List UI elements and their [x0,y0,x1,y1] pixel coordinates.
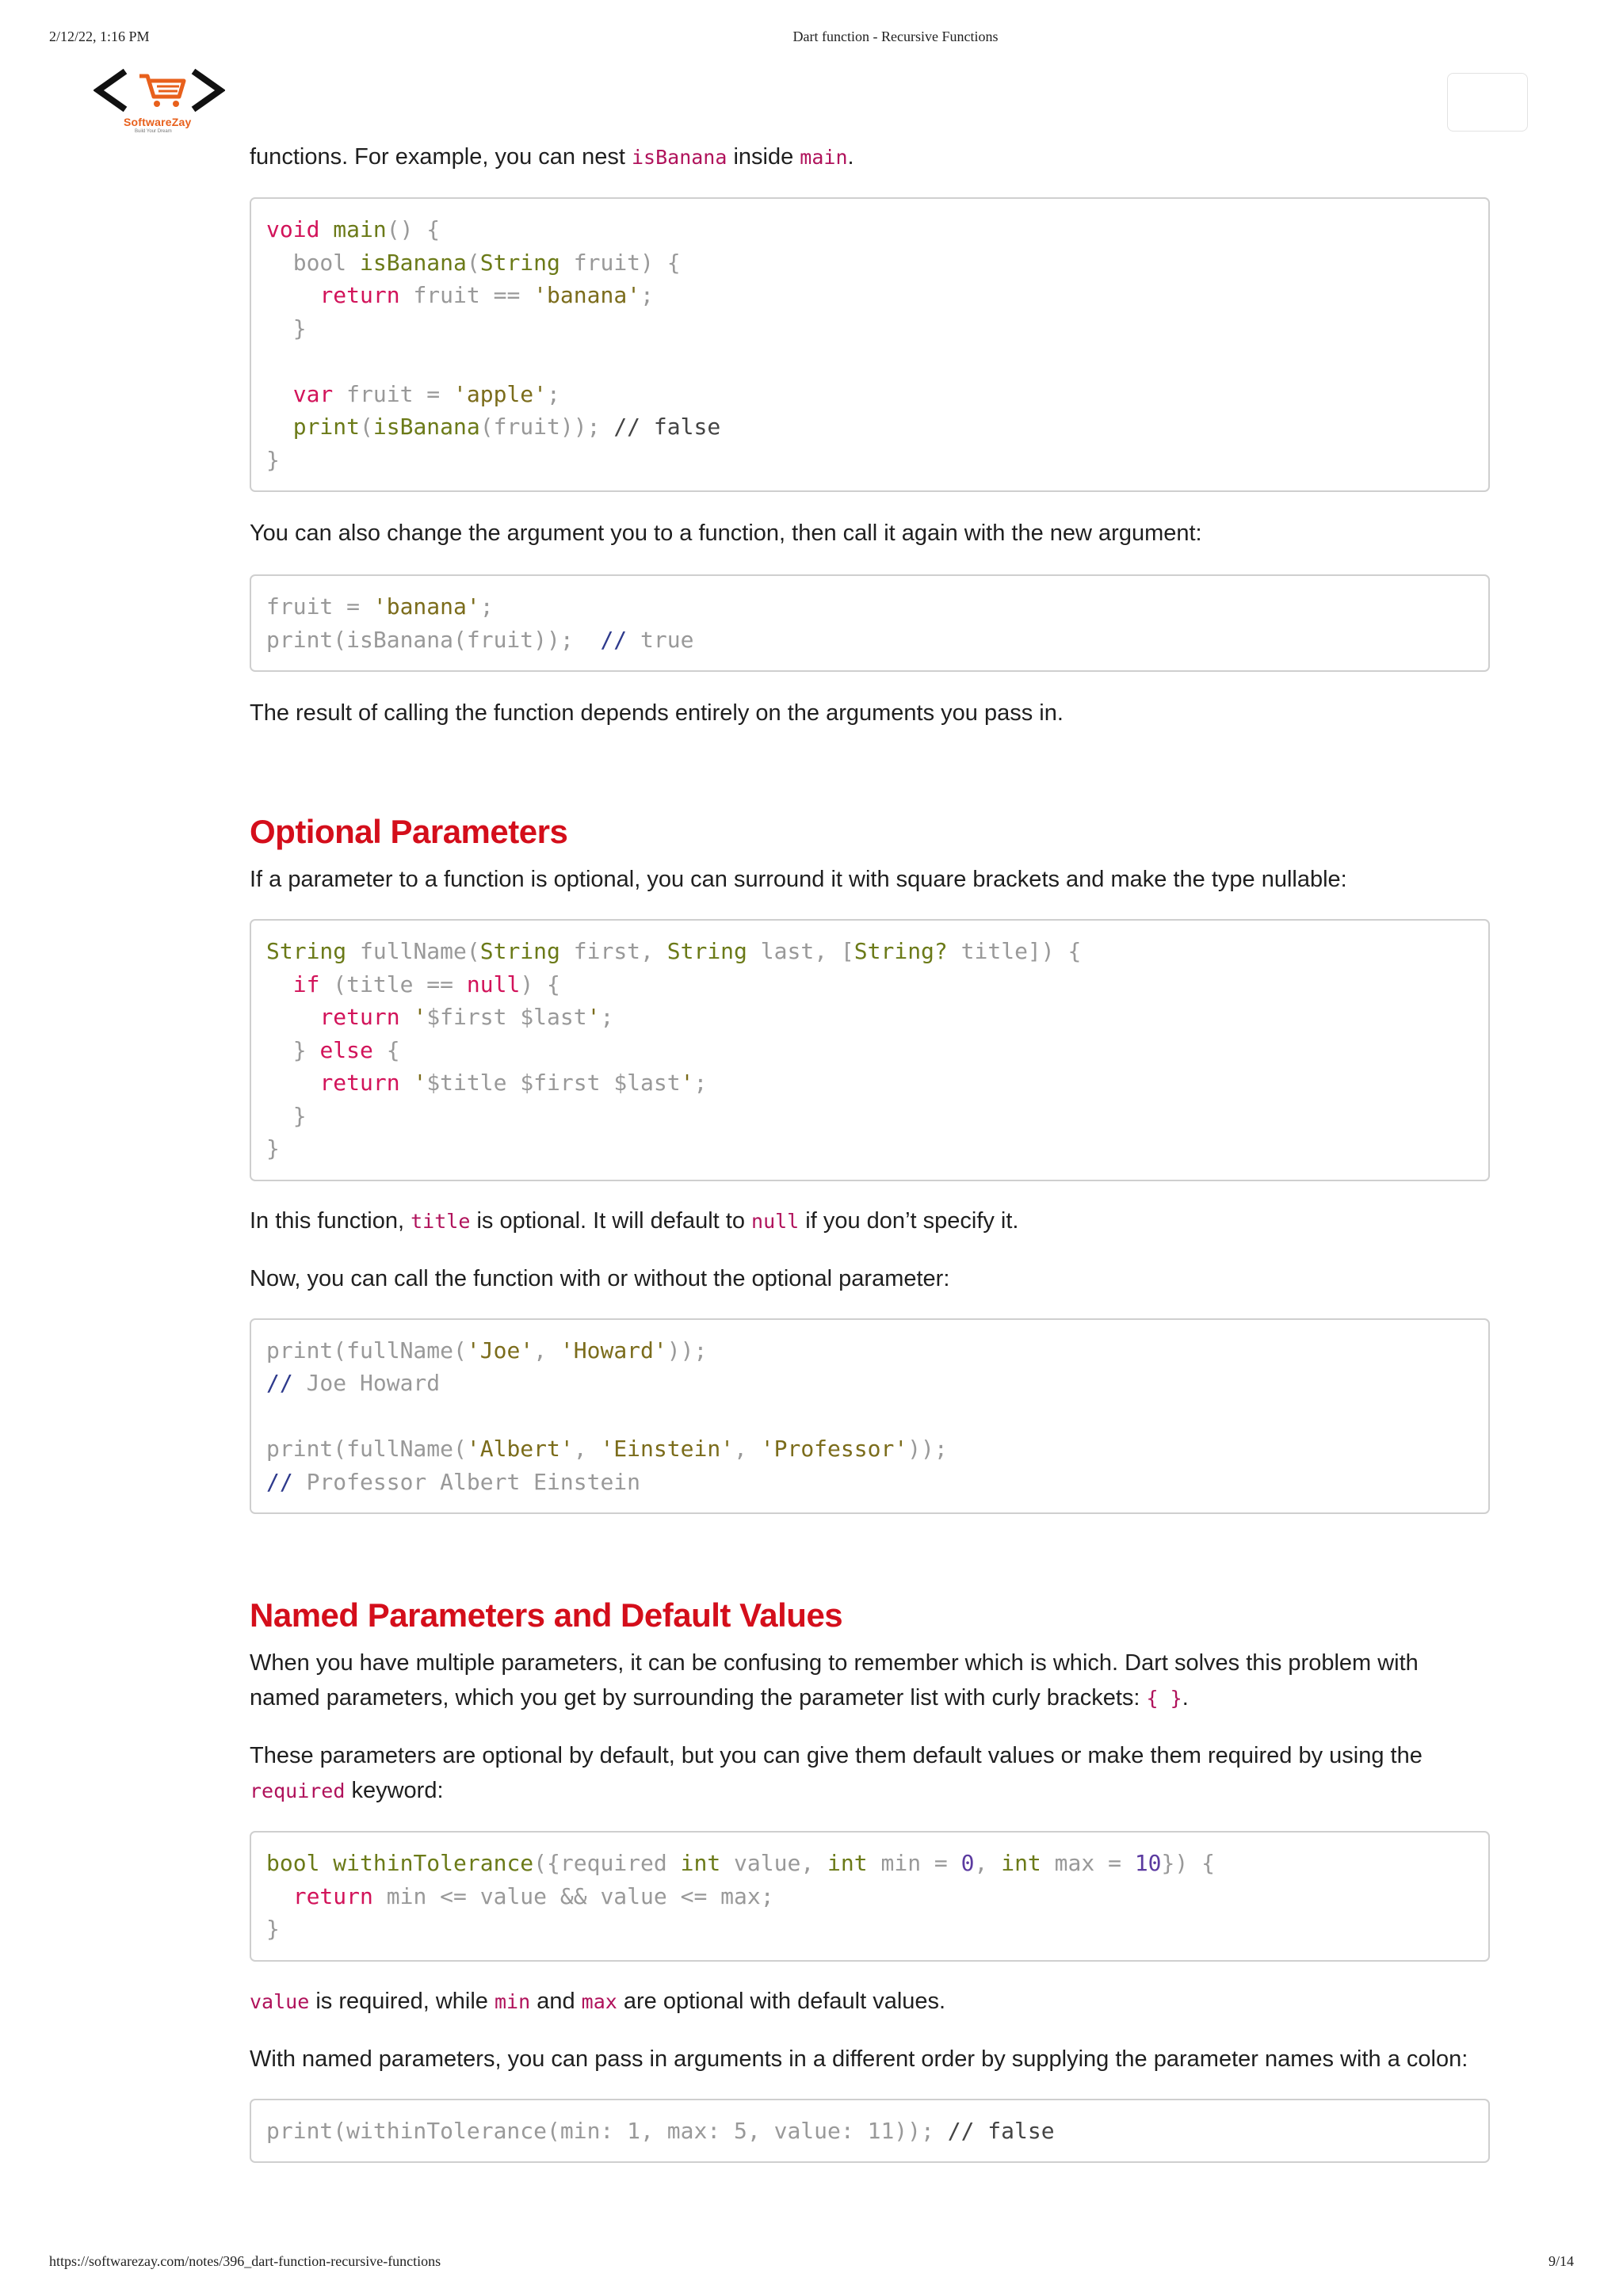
inline-code: value [250,1989,310,2013]
paragraph: Now, you can call the function with or without the optional parameter: [250,1265,950,1291]
paragraph: The result of calling the function depends entirely on the arguments you pass in. [250,700,1064,726]
code-block: bool withinTolerance({required int value, int min = 0, int max = 10}) { return min <= value && value <= max; } [250,1831,1490,1962]
inline-code: null [751,1209,800,1233]
inline-code: required [250,1779,346,1802]
paragraph: When you have multiple parameters, it can be confusing to remember which is which. Dart solves this problem with named parameters, which you get by surrounding the parameter list with curly brackets: { }. [250,1650,1419,1711]
print-date: 2/12/22, 1:16 PM [49,29,150,44]
paragraph: These parameters are optional by default, but you can give them default values or make them required by using the required keyword: [250,1743,1423,1803]
page-number: 9/14 [1548,2253,1574,2269]
print-footer [0,2253,1623,2277]
section-heading: Named Parameters and Default Values [250,1596,843,1634]
inline-code: min [494,1989,531,2013]
print-header [0,29,1623,52]
article-content [250,139,1490,2163]
inline-code: max [581,1989,617,2013]
page-url: https://softwarezay.com/notes/396_dart-function-recursive-functions [49,2253,441,2269]
code-block: print(withinTolerance(min: 1, max: 5, value: 11)); // false [250,2099,1490,2164]
site-logo[interactable] [94,67,225,139]
logo-icon [94,67,225,117]
print-title: Dart function - Recursive Functions [792,29,999,44]
section-heading: Optional Parameters [250,813,568,850]
code-block: void main() { bool isBanana(String fruit) { return fruit == 'banana'; } var fruit = 'apple'; print(isBanana(fruit)); // false } [250,197,1490,492]
paragraph: With named parameters, you can pass in arguments in a different order by supplying the parameter names with a colon: [250,2046,1468,2072]
logo-brand: SoftwareZay [124,116,192,128]
menu-button[interactable] [1447,73,1528,132]
paragraph: value is required, while min and max are optional with default values. [250,1988,946,2014]
code-block: String fullName(String first, String last, [String? title]) { if (title == null) { return '$first $last'; } else { return '$title $first $last'; } } [250,919,1490,1181]
logo-tagline: Build Your Dream [135,129,172,134]
inline-code: title [411,1209,471,1233]
paragraph: In this function, title is optional. It will default to null if you don’t specify it. [250,1207,1019,1234]
inline-code: main [800,146,848,169]
paragraph: functions. For example, you can nest isBanana inside main. [250,144,854,170]
inline-code: isBanana [631,146,727,169]
paragraph: If a parameter to a function is optional, you can surround it with square brackets and make the type nullable: [250,867,1347,892]
code-block: fruit = 'banana'; print(isBanana(fruit)); // true [250,574,1490,672]
paragraph: You can also change the argument you to a function, then call it again with the new argument: [250,521,1202,546]
inline-code: { } [1146,1687,1182,1710]
code-block: print(fullName('Joe', 'Howard')); // Joe Howard print(fullName('Albert', 'Einstein', 'Professor')); // Professor Albert Einstein [250,1318,1490,1515]
